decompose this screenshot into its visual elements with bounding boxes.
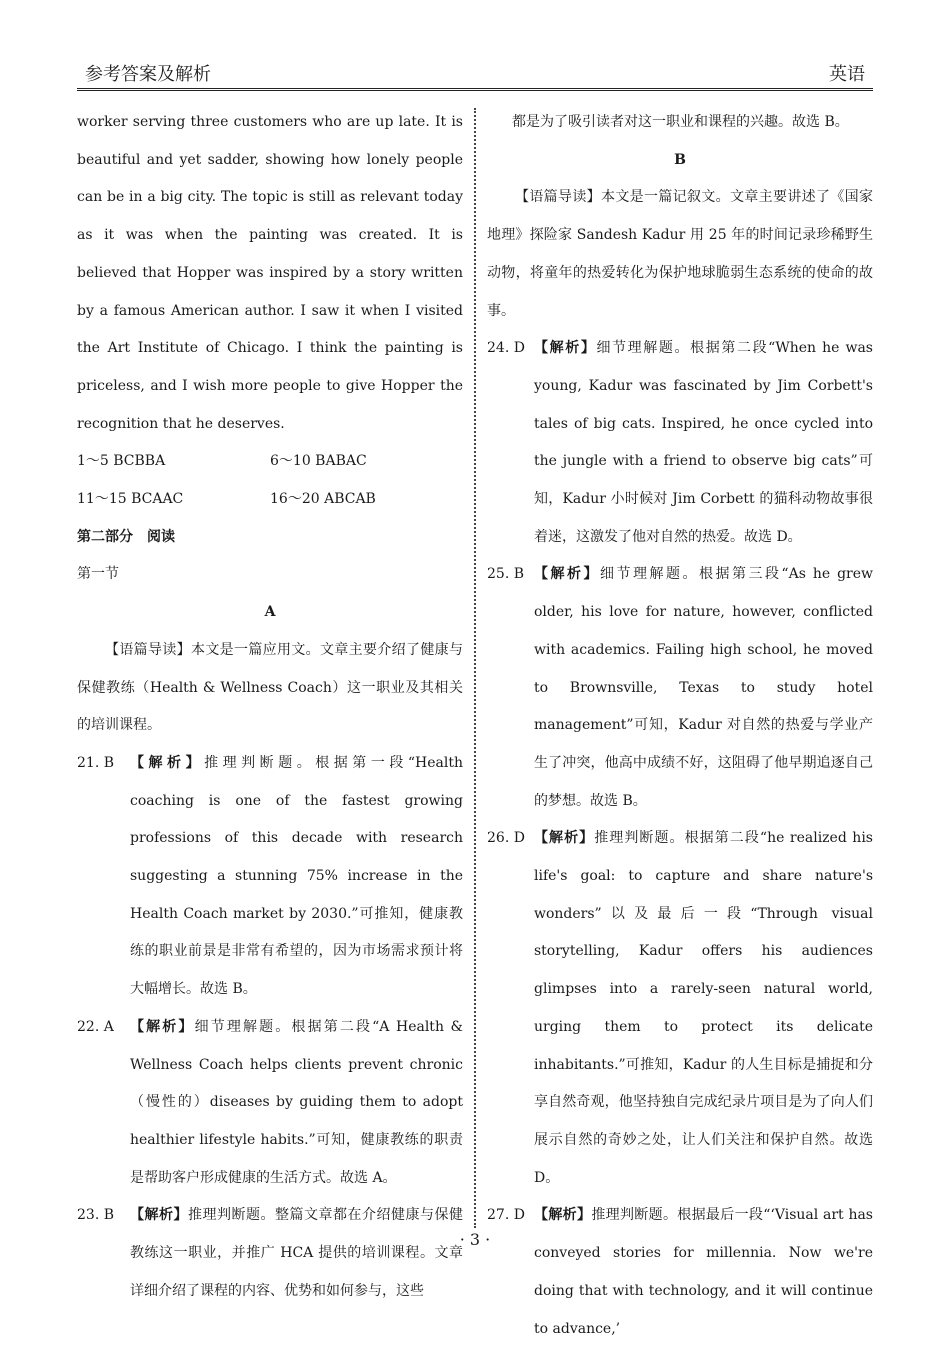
column-divider: [474, 108, 476, 1228]
analysis-tag: 【解析】: [534, 340, 597, 357]
analysis-text: 推理判断题。整篇文章都在介绍健康与保健教练这一职业，并推广 HCA 提供的培训课程。文章详细介绍了课程的内容、优势和如何参与，这些: [130, 1207, 463, 1299]
analysis-text: 推理判断题。根据第一段“Health coaching is one of the fastest growing professions of this decade with research suggesting a stunning 75% increase in the Health Coach market by 2030.”可推知，健康教练的职业前景是非常有希望的，因为市场需求预计将大幅增长。故选 B。: [130, 754, 464, 998]
guide-b: 【语篇导读】本文是一篇记叙文。文章主要讲述了《国家地理》探险家 Sandesh Kadur 用 25 年的时间记录珍稀野生动物，将童年的热爱转化为保护地球脆弱生态系统的使命的故事。: [487, 189, 873, 319]
header-subject: 英语: [829, 64, 865, 85]
heading-b: B: [674, 151, 686, 168]
question-24: [487, 330, 873, 556]
page-header: [77, 58, 873, 91]
analysis-text: 细节理解题。根据第二段“When he was young, Kadur was fascinated by Jim Corbett's tales of big cats. Inspired, he once cycled into the jungle with a friend to observe big cats”可知，Kadur 小时候对 Jim Corbett 的猫科动物故事很着迷，这激发了他对自然的热爱。故选 D。: [534, 340, 873, 545]
question-number: 23. B: [77, 1207, 115, 1224]
right-column: [487, 104, 873, 1348]
answer-row: [77, 481, 463, 519]
question-25: [487, 556, 873, 820]
question-23-continued: 都是为了吸引读者对这一职业和课程的兴趣。故选 B。: [512, 114, 849, 130]
header-title: 参考答案及解析: [85, 64, 211, 85]
part-title: 第二部分 阅读: [77, 528, 175, 545]
guide-a: 【语篇导读】本文是一篇应用文。文章主要介绍了健康与保健教练（Health & Wellness Coach）这一职业及其相关的培训课程。: [77, 641, 463, 734]
analysis-tag: 【解析】: [534, 1207, 592, 1224]
heading-a: A: [264, 604, 276, 621]
answer-group: 1～5 BCBBA: [77, 453, 166, 470]
question-number: 21. B: [77, 754, 115, 771]
question-23: [77, 1197, 463, 1310]
page-number: · 3 ·: [459, 1230, 491, 1249]
left-column: [77, 104, 463, 1311]
answer-group: 16～20 ABCAB: [270, 491, 376, 508]
section-title: 第一节: [77, 566, 119, 583]
answer-group: 6～10 BABAC: [270, 453, 367, 470]
analysis-text: 细节理解题。根据第二段“A Health & Wellness Coach helps clients prevent chronic（慢性的）diseases by guiding them to adopt healthier lifestyle habits.”可知，健康教练的职责是帮助客户形成健康的生活方式。故选 A。: [130, 1018, 464, 1186]
answer-row: [77, 443, 463, 481]
analysis-tag: 【解析】: [534, 830, 595, 847]
question-22: [77, 1009, 463, 1198]
analysis-text: 推理判断题。根据最后一段“‘Visual art has conveyed stories for millennia. Now we're doing that with technology, and it will continue to advance,’: [534, 1207, 873, 1337]
analysis-tag: 【解析】: [130, 1207, 188, 1224]
question-number: 26. D: [487, 830, 525, 847]
analysis-text: 细节理解题。根据第三段“As he grew older, his love for nature, however, conflicted with academics. Failing high school, he moved to Brownsville, Texas to study hotel management”可知，Kadur 对自然的热爱与学业产生了冲突，他高中成绩不好，这阻碍了他早期追逐自己的梦想。故选 B。: [534, 566, 874, 809]
question-number: 25. B: [487, 566, 525, 583]
analysis-tag: 【解析】: [130, 1018, 195, 1035]
analysis-tag: 【解析】: [534, 566, 600, 583]
question-21: [77, 745, 463, 1009]
passage-tail: worker serving three customers who are up late. It is beautiful and yet sadder, showing how lonely people can be in a big city. The topic is still as relevant today as it was when the painting was created. It is believed that Hopper was inspired by a story written by a famous American author. I saw it when I visited the Art Institute of Chicago. I think the painting is priceless, and I wish more people to give Hopper the recognition that he deserves.: [77, 114, 463, 432]
analysis-text: 推理判断题。根据第二段“he realized his life's goal: to capture and share nature's wonders”以及最后一段“Through visual storytelling, Kadur offers his audiences glimpses into a rarely-seen natural world, urging them to protect its delicate inhabitants.”可推知，Kadur 的人生目标是捕捉和分享自然奇观，他坚持独自完成纪录片项目是为了向人们展示自然的奇妙之处，让人们关注和保护自然。故选 D。: [534, 830, 873, 1186]
question-26: [487, 820, 873, 1197]
analysis-tag: 【解析】: [130, 754, 205, 771]
question-number: 24. D: [487, 340, 525, 357]
question-number: 22. A: [77, 1018, 114, 1035]
question-number: 27. D: [487, 1207, 525, 1224]
question-27: [487, 1197, 873, 1348]
answer-group: 11～15 BCAAC: [77, 491, 184, 508]
